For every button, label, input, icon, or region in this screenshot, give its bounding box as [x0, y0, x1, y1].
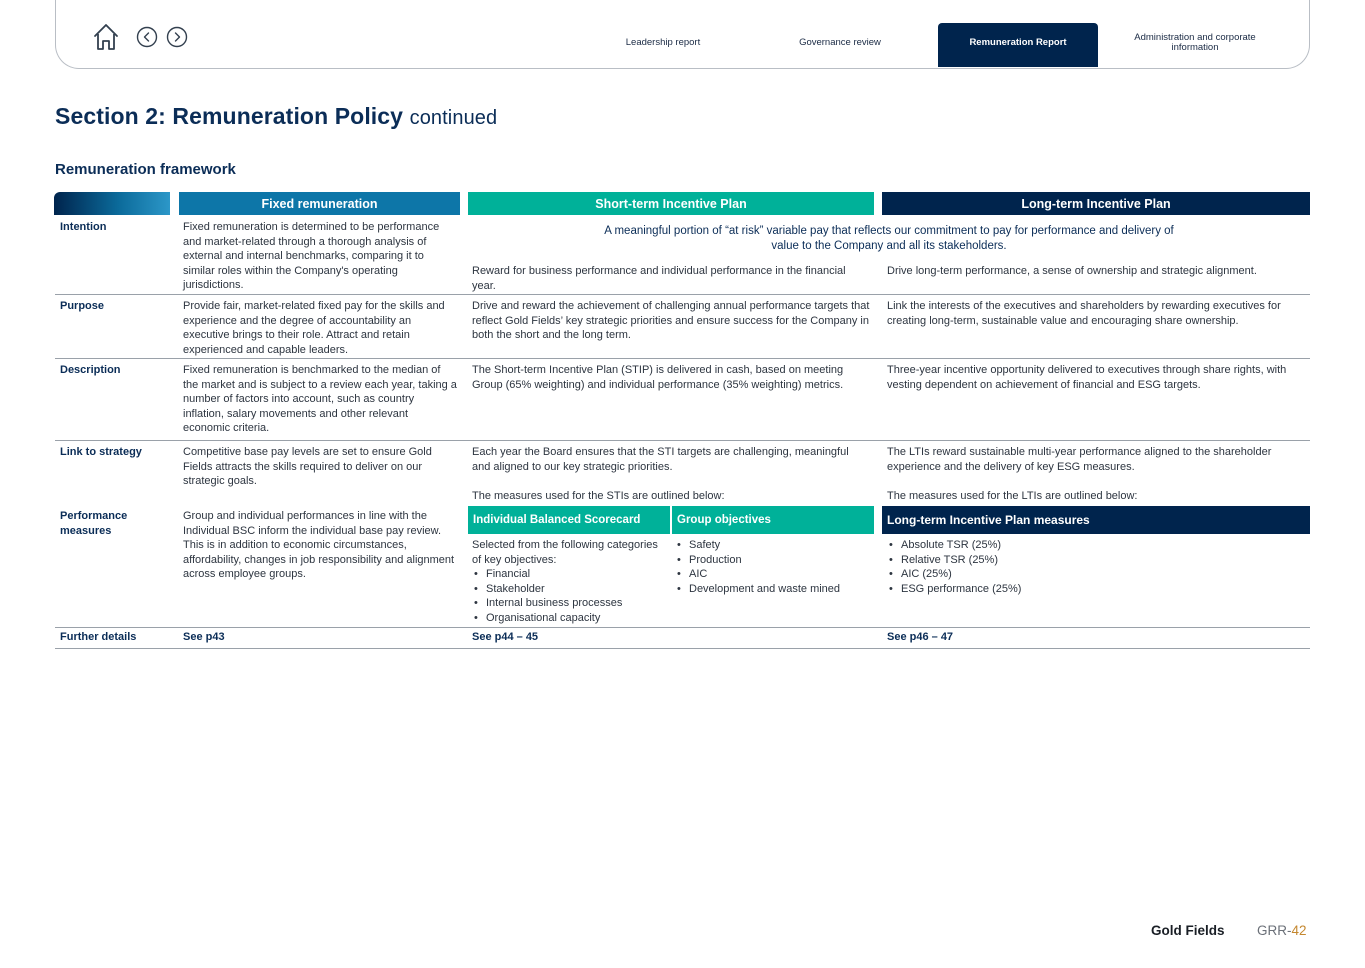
row-label-link-to-strategy: Link to strategy: [60, 446, 142, 458]
list-item: • Internal business processes: [472, 596, 668, 611]
page-title: [55, 103, 497, 130]
section-title: Remuneration framework: [55, 161, 236, 178]
description-lti: Three-year incentive opportunity delivered to executives through share rights, with vesting dependent on achievement of financial and ESG targets.: [887, 364, 1287, 391]
page-title-main: Section 2: Remuneration Policy: [55, 103, 404, 129]
strategy-sti-note: The measures used for the STIs are outlined below:: [472, 490, 725, 502]
group-objectives-list: [675, 538, 873, 596]
list-item: • ESG performance (25%): [887, 582, 1307, 597]
row-label-intention: Intention: [60, 221, 107, 233]
intention-shared-statement: [468, 224, 1310, 253]
header-long-term-incentive: Long-term Incentive Plan: [882, 192, 1310, 215]
list-item: • AIC (25%): [887, 567, 1307, 582]
list-item: • Stakeholder: [472, 582, 668, 597]
list-item: • Development and waste mined: [675, 582, 873, 597]
page-prefix: GRR-: [1257, 923, 1292, 938]
tab-remuneration-report[interactable]: Remuneration Report: [938, 23, 1098, 63]
row-label-performance-measures: Performance measures: [60, 510, 128, 537]
further-details-sti-link[interactable]: See p44 – 45: [472, 631, 539, 643]
row-label-purpose: Purpose: [60, 300, 105, 312]
intention-sti: Reward for business performance and individual performance in the financial year.: [472, 265, 846, 292]
strategy-fixed: Competitive base pay levels are set to ensure Gold Fields attracts the skills required to deliver on our strategic goals.: [183, 446, 432, 488]
subheader-lti-measures: Long-term Incentive Plan measures: [882, 506, 1310, 534]
row-divider: [55, 627, 1310, 628]
strategy-sti: Each year the Board ensures that the STI targets are challenging, meaningful and aligned to our key strategic priorities.: [472, 446, 849, 473]
footer-brand: Gold Fields: [1151, 923, 1225, 938]
row-divider: [55, 358, 1310, 359]
purpose-fixed: Provide fair, market-related fixed pay for the skills and experience and the degree of accountability an executive brings to their role. Attract and retain experienced and capable leaders.: [183, 300, 445, 356]
row-divider: [55, 440, 1310, 441]
chevron-right-icon[interactable]: [166, 26, 188, 48]
list-item: • Organisational capacity: [472, 611, 668, 626]
tab-governance-review[interactable]: Governance review: [799, 37, 881, 48]
description-fixed: Fixed remuneration is benchmarked to the median of the market and is subject to a review each year, taking a number of factors into account, such as country inflation, salary movements and other relevant economic criteria.: [183, 364, 457, 435]
row-label-description: Description: [60, 364, 121, 376]
further-details-fixed-link[interactable]: See p43: [183, 631, 225, 643]
intention-lti: Drive long-term performance, a sense of ownership and strategic alignment.: [887, 265, 1257, 277]
purpose-sti: Drive and reward the achievement of challenging annual performance targets that reflect Gold Fields’ key strategic priorities and ensure success for the Company in both the short and the long term.: [472, 300, 870, 342]
strategy-lti-note: The measures used for the LTIs are outlined below:: [887, 490, 1138, 502]
page-number: 42: [1291, 923, 1307, 938]
tab-leadership-report[interactable]: Leadership report: [625, 37, 701, 48]
list-item: • Relative TSR (25%): [887, 553, 1307, 568]
header-gradient-block: [54, 192, 170, 215]
lti-measures-list: [887, 538, 1307, 596]
list-item: • Safety: [675, 538, 873, 553]
chevron-left-icon[interactable]: [136, 26, 158, 48]
subheader-individual-balanced-scorecard: Individual Balanced Scorecard: [468, 506, 670, 534]
active-tab-indicator: [938, 61, 1098, 67]
description-sti: The Short-term Incentive Plan (STIP) is delivered in cash, based on meeting Group (65% weighting) and individual performance (35% weighting) metrics.: [472, 364, 844, 391]
home-icon[interactable]: [92, 22, 120, 52]
intention-fixed: Fixed remuneration is determined to be performance and market-related through a thorough analysis of external and internal benchmarks, comparing it to similar roles within the Company's operating jurisdictions.: [183, 221, 440, 292]
ibs-list: [472, 567, 668, 625]
subheader-group-objectives: Group objectives: [672, 506, 874, 534]
list-item: • Absolute TSR (25%): [887, 538, 1307, 553]
list-item: • AIC: [675, 567, 873, 582]
header-fixed-remuneration: Fixed remuneration: [179, 192, 460, 215]
purpose-lti: Link the interests of the executives and shareholders by rewarding executives for creating long-term, sustainable value and encouraging share ownership.: [887, 300, 1281, 327]
tab-administration[interactable]: Administration and corporate information: [1134, 32, 1256, 53]
nav-icon-group: [92, 22, 188, 52]
list-item: • Production: [675, 553, 873, 568]
header-short-term-incentive: Short-term Incentive Plan: [468, 192, 874, 215]
row-divider: [55, 294, 1310, 295]
page-title-suffix: continued: [409, 107, 498, 129]
ibs-intro: Selected from the following categories of key objectives:: [472, 539, 658, 566]
strategy-lti: The LTIs reward sustainable multi-year performance aligned to the shareholder experience and the delivery of key ESG measures.: [887, 446, 1272, 473]
measures-fixed: Group and individual performances in line with the Individual BSC inform the individual base pay review. This is in addition to economic circumstances, affordability, changes in job responsibility and alignment across employee groups.: [183, 510, 455, 581]
further-details-lti-link[interactable]: See p46 – 47: [887, 631, 954, 643]
list-item: • Financial: [472, 567, 668, 582]
table-bottom-rule: [55, 648, 1310, 649]
footer-page-number: [1257, 923, 1307, 938]
row-label-further-details: Further details: [60, 631, 137, 643]
intention-shared-text: A meaningful portion of “at risk” variable pay that reflects our commitment to pay for performance and delivery of value to the Company and all its stakeholders.: [604, 225, 1174, 252]
